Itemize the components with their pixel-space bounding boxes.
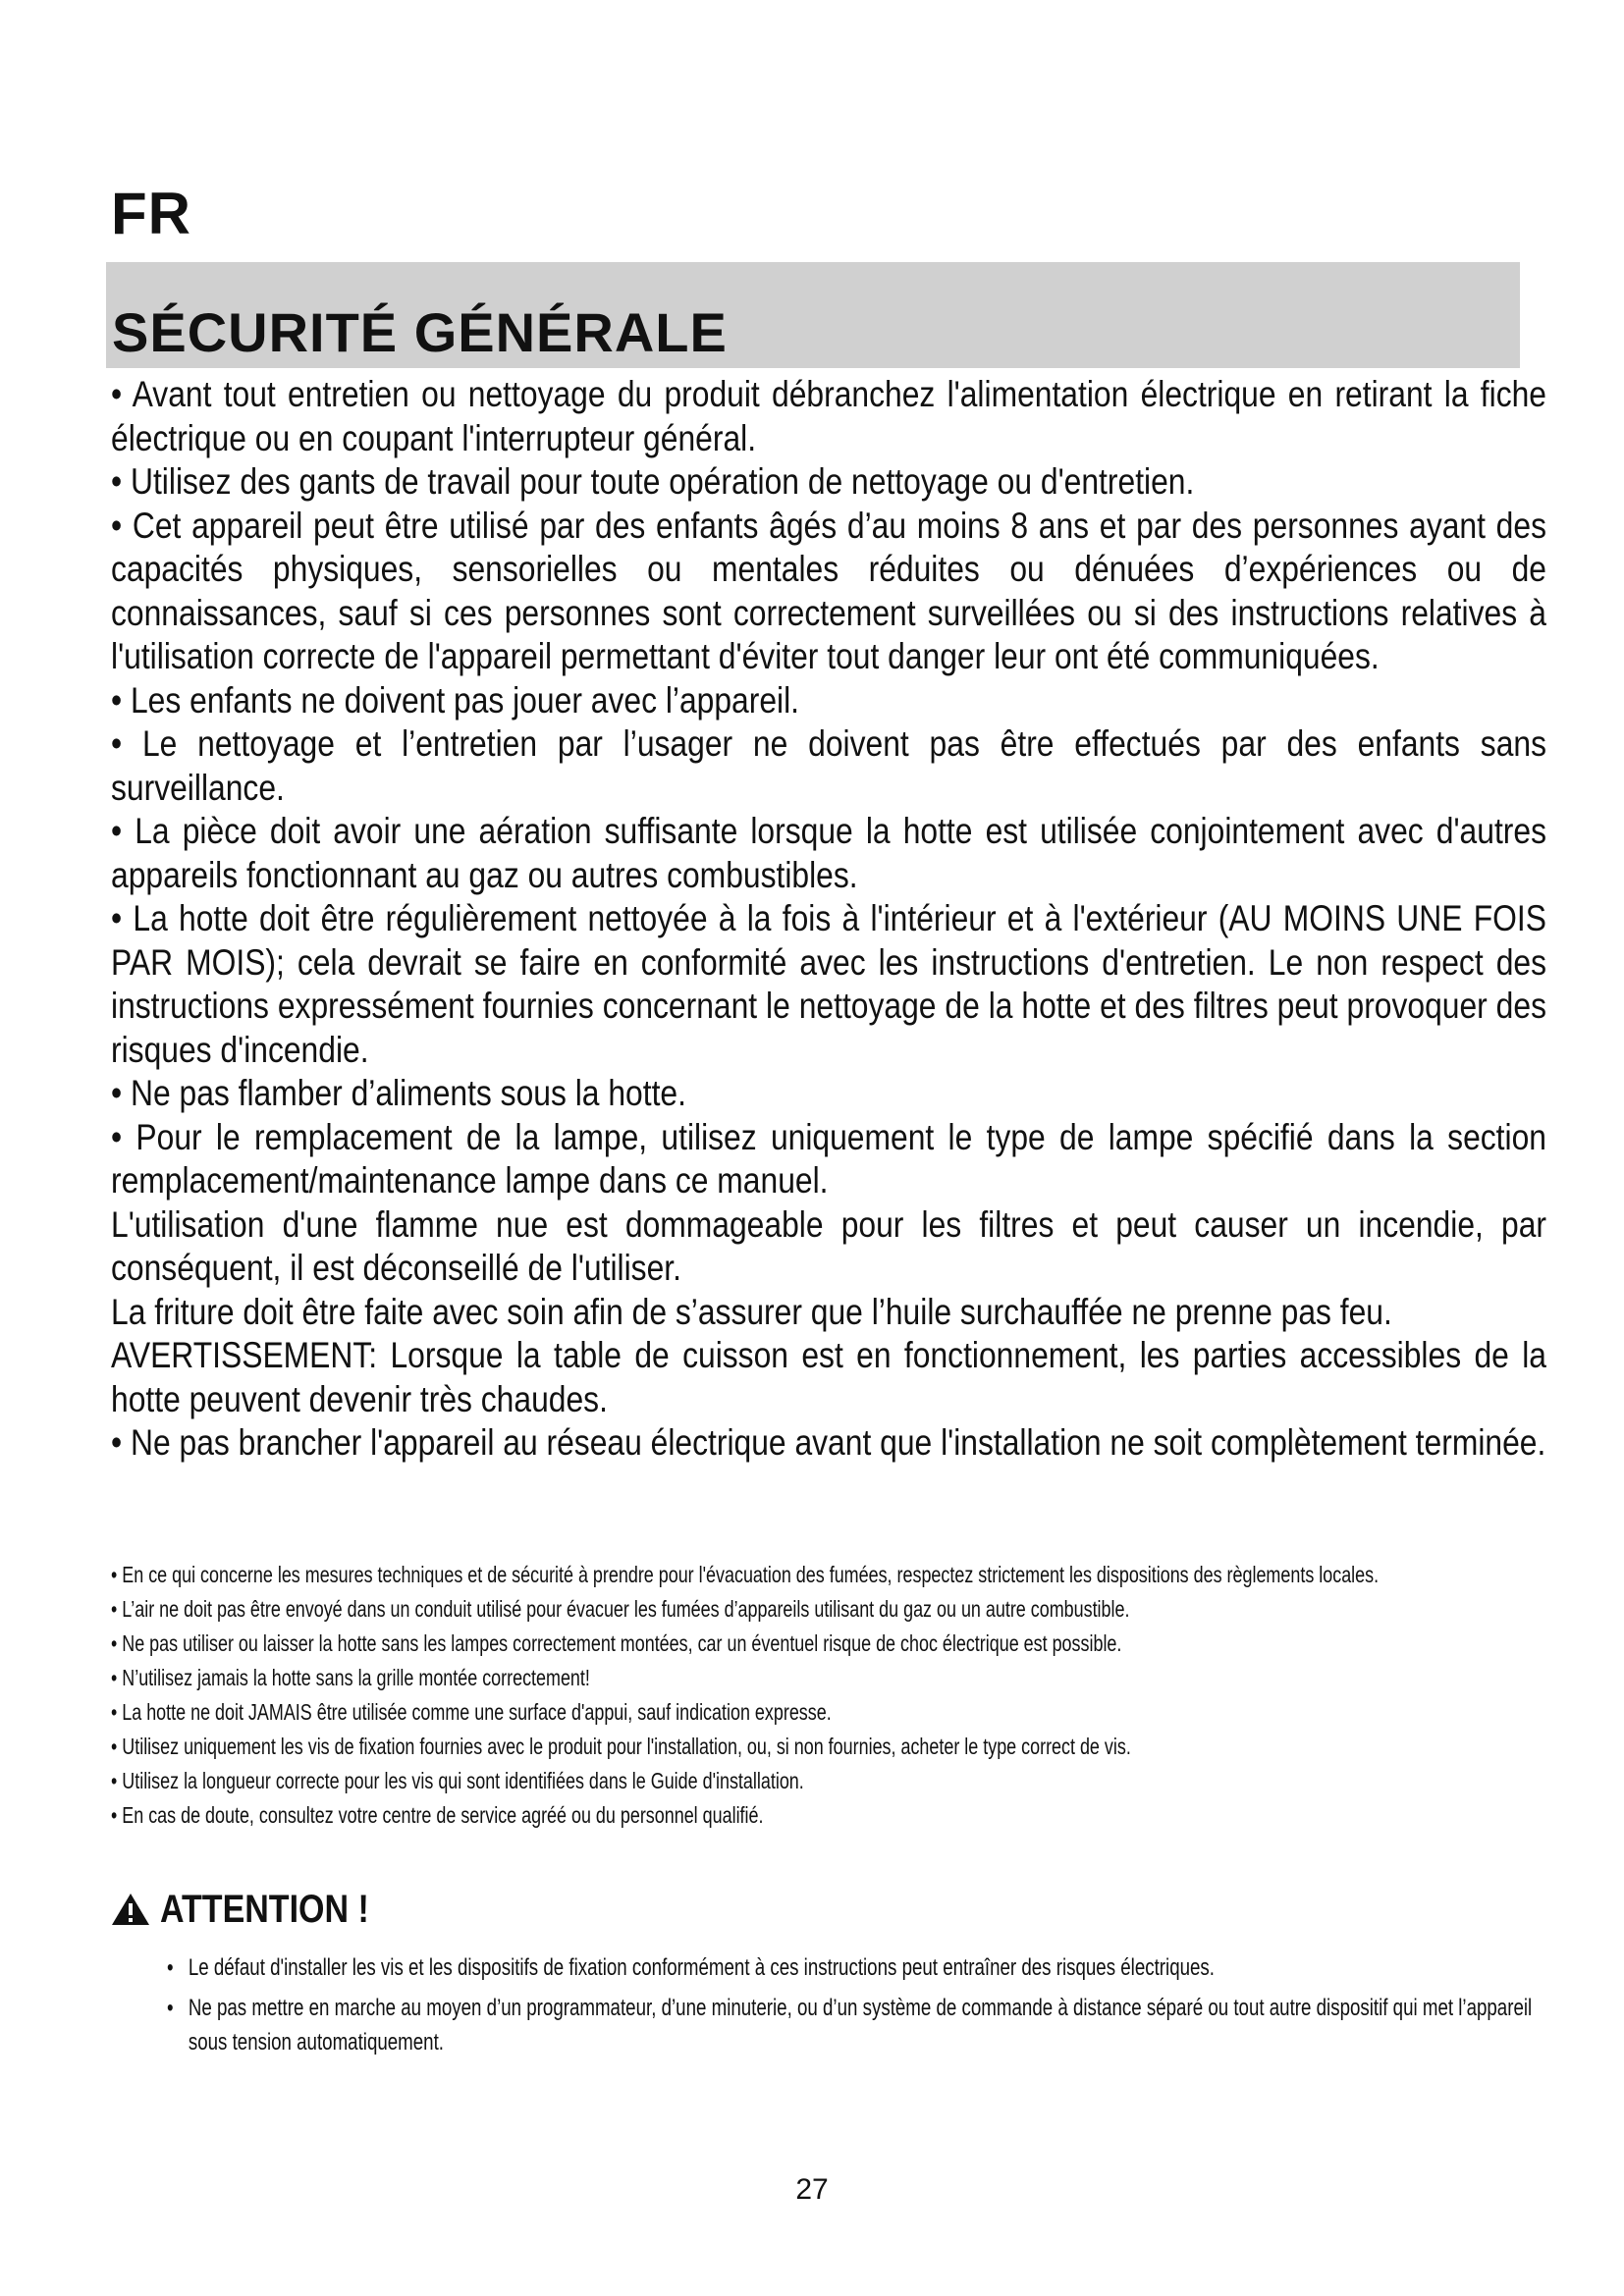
small-paragraph: • L’air ne doit pas être envoyé dans un conduit utilisé pour évacuer les fumées d’appareils utilisant du gaz ou un autre combustible.: [111, 1596, 1130, 1622]
small-paragraph: • Utilisez uniquement les vis de fixation fournies avec le produit pour l'installation, ou, si non fournies, acheter le type correct de vis.: [111, 1734, 1131, 1759]
small-paragraph: • Utilisez la longueur correcte pour les vis qui sont identifiées dans le Guide d'installation.: [111, 1768, 804, 1793]
section-title-bar: [106, 262, 1520, 368]
small-paragraph: • En ce qui concerne les mesures techniques et de sécurité à prendre pour l'évacuation des fumées, respectez strictement les dispositions des règlements locales.: [111, 1562, 1380, 1587]
list-item: [167, 1991, 1538, 2059]
bullet: •: [167, 1954, 174, 1981]
paragraph-children-play: • Les enfants ne doivent pas jouer avec l’appareil.: [111, 679, 800, 721]
paragraph-do-not-connect: • Ne pas brancher l'appareil au réseau électrique avant que l'installation ne soit complètement terminée.: [111, 1422, 1546, 1463]
main-safety-text: [111, 373, 1546, 1466]
paragraph-warning-hot: AVERTISSEMENT: Lorsque la table de cuisson est en fonctionnement, les parties accessibles de la hotte peuvent devenir très chaudes.: [111, 1335, 1546, 1419]
small-safety-text: [111, 1558, 1520, 1833]
list-item: [167, 1950, 1538, 1985]
attention-heading: [111, 1890, 406, 1929]
small-paragraph: • N’utilisez jamais la hotte sans la grille montée correctement!: [111, 1665, 590, 1690]
paragraph-cleaning-supervision: • Le nettoyage et l’entretien par l’usager ne doivent pas être effectués par des enfants sans surveillance.: [111, 723, 1546, 808]
paragraph-unplug: • Avant tout entretien ou nettoyage du produit débranchez l'alimentation électrique en retirant la fiche électrique ou en coupant l'interrupteur général.: [111, 374, 1546, 458]
attention-list: [167, 1950, 1538, 2065]
paragraph-frying: La friture doit être faite avec soin afin de s’assurer que l’huile surchauffée ne prenne pas feu.: [111, 1291, 1392, 1332]
paragraph-no-flambe: • Ne pas flamber d’aliments sous la hotte.: [111, 1073, 686, 1113]
language-code: FR: [111, 181, 191, 246]
small-paragraph: • La hotte ne doit JAMAIS être utilisée comme une surface d'appui, sauf indication expresse.: [111, 1699, 832, 1725]
attention-title: ATTENTION !: [160, 1888, 369, 1931]
section-title: SÉCURITÉ GÉNÉRALE: [112, 301, 728, 363]
small-paragraph: • Ne pas utiliser ou laisser la hotte sans les lampes correctement montées, car un éventuel risque de choc électrique est possible.: [111, 1630, 1122, 1656]
paragraph-children-age: • Cet appareil peut être utilisé par des enfants âgés d’au moins 8 ans et par des personnes ayant des capacités physiques, sensorielles ou mentales réduites ou dénuées d’expériences ou de connaissances, sauf si ces personnes sont correctement surveillées ou si des instructions relatives à l'utilisation correcte de l'appareil permettant d'éviter tout danger leur ont été communiquées.: [111, 505, 1546, 676]
attention-item-text: Ne pas mettre en marche au moyen d’un programmateur, d’une minuterie, ou d’un système de commande à distance séparé ou tout autre dispositif qui met l’appareil sous tension automatiquement.: [188, 1995, 1533, 2056]
paragraph-gloves: • Utilisez des gants de travail pour toute opération de nettoyage ou d'entretien.: [111, 461, 1195, 502]
page-number: 27: [795, 2173, 829, 2206]
paragraph-lamp-replacement: • Pour le remplacement de la lampe, utilisez uniquement le type de lampe spécifié dans la section remplacement/maintenance lampe dans ce manuel.: [111, 1116, 1546, 1201]
paragraph-ventilation: • La pièce doit avoir une aération suffisante lorsque la hotte est utilisée conjointement avec d'autres appareils fonctionnant au gaz ou autres combustibles.: [111, 811, 1546, 895]
bullet: •: [167, 1995, 174, 2021]
warning-triangle-icon: [111, 1893, 150, 1926]
paragraph-open-flame: L'utilisation d'une flamme nue est dommageable pour les filtres et peut causer un incendie, par conséquent, il est déconseillé de l'utiliser.: [111, 1203, 1546, 1288]
small-paragraph: • En cas de doute, consultez votre centre de service agréé ou du personnel qualifié.: [111, 1802, 764, 1828]
paragraph-regular-cleaning: • La hotte doit être régulièrement nettoyée à la fois à l'intérieur et à l'extérieur (AU MOINS UNE FOIS PAR MOIS); cela devrait se faire en conformité avec les instructions d'entretien. Le non respect des instructions expressément fournies concernant le nettoyage de la hotte et des filtres peut provoquer des risques d'incendie.: [111, 898, 1546, 1070]
attention-item-text: Le défaut d'installer les vis et les dispositifs de fixation conformément à ces instructions peut entraîner des risques électriques.: [188, 1954, 1215, 1981]
